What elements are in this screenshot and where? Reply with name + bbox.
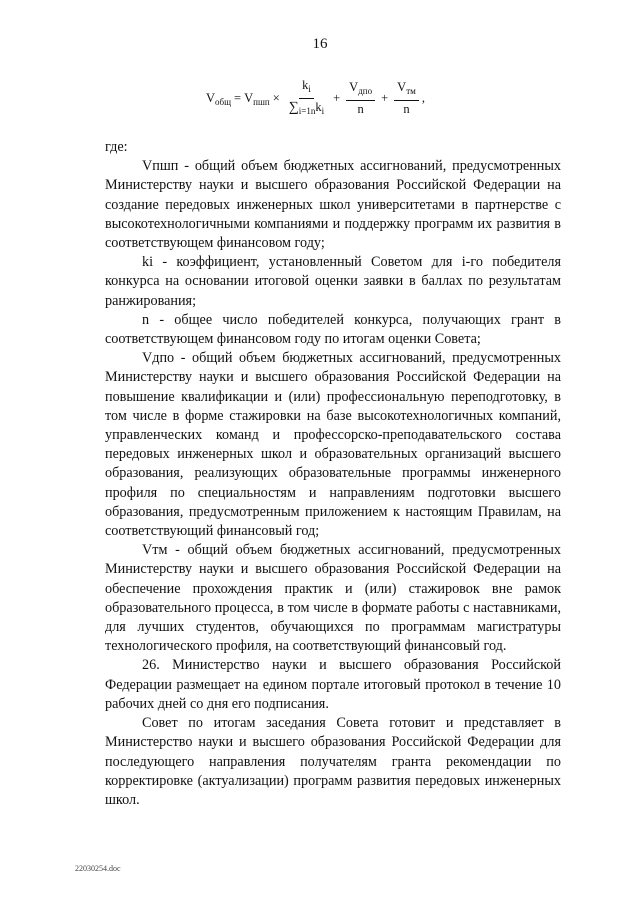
page-number: 16	[312, 36, 328, 52]
paragraph-v-dpo: Vдпо - общий объем бюджетных ассигнований, предусмотренных Министерству науки и высшего образования Российской Федерации на повышение квалификации и (или) профессиональную переподготовку, в том числе в форме стажировки на базе высокотехнологичных компаний, управленческих команд и профессорско-преподавательского состава передовых инженерных школ и образовательных организаций высшего образования, реализующих образовательные программы инженерного профиля по специальностям и направлениям подготовки высшего образования, предусмотренным приложением к настоящим Правилам, на соответствующий финансовый год;	[105, 350, 561, 540]
paragraph-council: Совет по итогам заседания Совета готовит и представляет в Министерство науки и высшего образования Российской Федерации для последующего направления получателям гранта рекомендации по корректировке (актуализации) программ развития передовых инженерных школ.	[105, 715, 561, 808]
formula-fraction-k: $\frac{k_i}{\sum_{i=1n}k_i}$	[288, 78, 325, 116]
formula-fraction-dpo: $\frac{V_{дпо}}{n}$	[346, 80, 375, 117]
paragraph-v-pshp: Vпшп - общий объем бюджетных ассигнований, предусмотренных Министерству науки и высшего образования Российской Федерации на создание передовых инженерных школ университетами в партнерстве с высокотехнологичными компаниями и поддержку программ их развития в соответствующем финансовом году;	[105, 158, 561, 252]
paragraph-k-i: ki - коэффициент, установленный Советом для i-го победителя конкурса на основании итоговой оценки заявки в баллах по результатам ранжирования;	[105, 254, 561, 309]
formula-term1: $V_{пшп}$	[244, 90, 270, 107]
paragraph-n: n - общее число победителей конкурса, получающих грант в соответствующем финансовом году по итогам оценки Совета;	[105, 311, 561, 348]
formula-fraction-tm: $\frac{V_{тм}}{n}$	[394, 80, 419, 117]
formula-lhs: $V_{общ}$	[206, 90, 232, 107]
formula-plus-2: +	[381, 91, 389, 105]
formula-times: ×	[272, 91, 280, 105]
where-label: где:	[105, 139, 128, 155]
formula-plus-1: +	[333, 91, 341, 105]
paragraph-26: 26. Министерство науки и высшего образования Российской Федерации размещает на едином портале итоговый протокол в течение 10 рабочих дней со дня его подписания.	[105, 657, 561, 712]
document-body	[105, 138, 561, 810]
formula-tail: ,	[421, 91, 425, 105]
paragraph-v-tm: Vтм - общий объем бюджетных ассигнований, предусмотренных Министерству науки и высшего образования Российской Федерации на обеспечение прохождения практик и (или) стажировок вне рамок образовательного процесса, в том числе в формате работы с наставниками, для лучших студентов, обучающихся по программам магистратуры технологического профиля, на соответствующий финансовый год.	[105, 542, 561, 655]
footer-doc-code: 22030254.doc	[75, 864, 121, 873]
formula-eq: =	[234, 91, 242, 105]
formula	[206, 78, 425, 119]
